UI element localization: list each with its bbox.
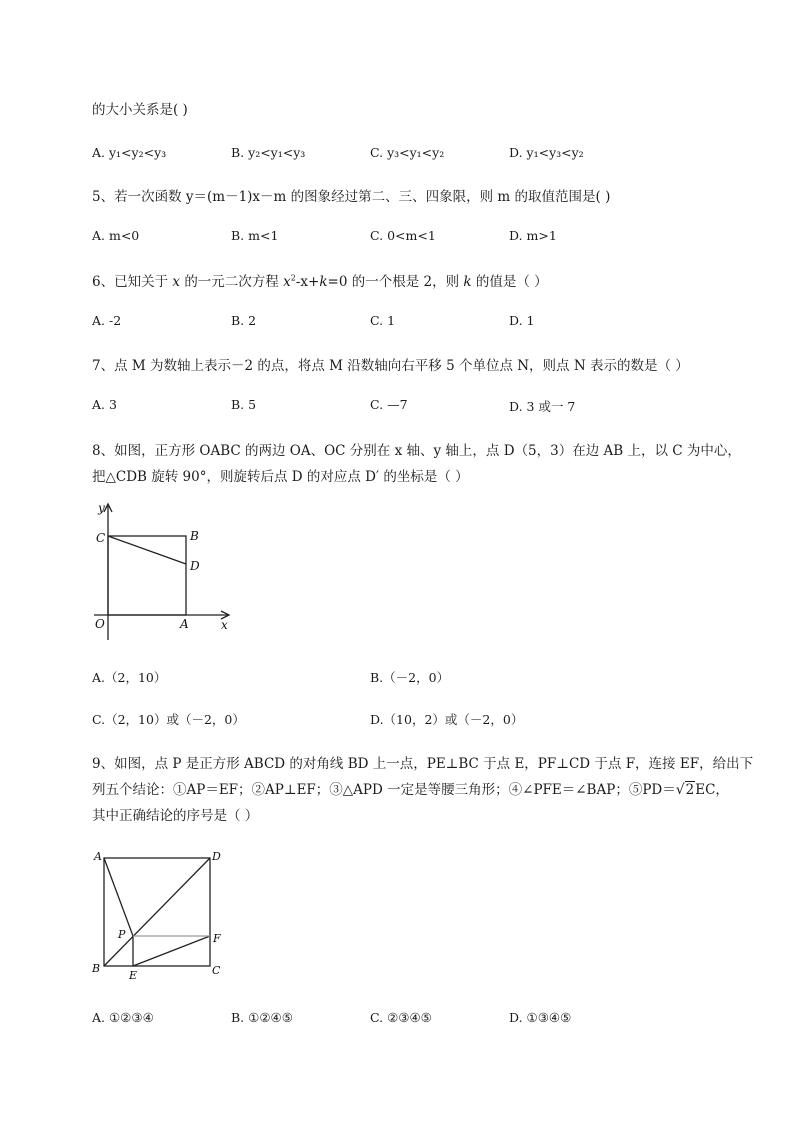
q5-option-a[interactable]: A. m<0 (92, 228, 140, 243)
q8-figure (88, 498, 248, 648)
q6-eq-x: x (283, 274, 291, 290)
q7-option-d[interactable]: D. 3 或一 7 (509, 399, 576, 414)
q9-stem-line1: 9、如图，点 P 是正方形 ABCD 的对角线 BD 上一点，PE⊥BC 于点 E，PF⊥CD 于点 F，连接 EF，给出下 (92, 756, 754, 772)
q8-label-o: O (95, 617, 105, 631)
q9-option-c[interactable]: C. ②③④⑤ (370, 1010, 432, 1025)
q6-stem-part-c: 的值是（ ） (475, 274, 548, 290)
q6-option-d[interactable]: D. 1 (509, 313, 535, 328)
q9-stem-line2-b: EC， (695, 782, 729, 798)
q9-option-d[interactable]: D. ①③④⑤ (509, 1010, 572, 1025)
q5-option-c[interactable]: C. 0<m<1 (370, 228, 436, 243)
q6-stem-part-a: 6、已知关于 (92, 274, 169, 290)
q5-stem: 5、若一次函数 y＝(m－1)x－m 的图象经过第二、三、四象限，则 m 的取值范围是( ) (92, 189, 611, 205)
q6-stem (92, 270, 548, 290)
q6-option-b[interactable]: B. 2 (231, 313, 257, 328)
q6-stem-part-b: 的一元二次方程 (184, 274, 279, 290)
q9-label-b: B (92, 962, 101, 975)
q8-option-d[interactable]: D.（10，2）或（－2，0） (370, 712, 524, 727)
q4-option-c[interactable]: C. y₃<y₁<y₂ (370, 145, 445, 160)
q6-eq-mid: -x+ (295, 274, 320, 290)
q6-var-k: k (463, 274, 472, 290)
q4-option-a[interactable]: A. y₁<y₂<y₃ (92, 145, 167, 160)
q9-label-p: P (118, 928, 126, 941)
q5-option-d[interactable]: D. m>1 (509, 228, 557, 243)
q7-option-b[interactable]: B. 5 (231, 397, 257, 412)
q9-stem-line2 (92, 778, 729, 798)
q8-stem-line2: 把△CDB 旋转 90°，则旋转后点 D 的对应点 D′ 的坐标是（ ） (92, 469, 469, 485)
q4-option-d[interactable]: D. y₁<y₃<y₂ (509, 145, 584, 160)
q7-stem: 7、点 M 为数轴上表示－2 的点，将点 M 沿数轴向右平移 5 个单位点 N，则点 N 表示的数是（ ） (92, 358, 689, 374)
q8-option-b[interactable]: B.（－2，0） (370, 670, 450, 685)
q8-label-x: x (221, 618, 228, 632)
q9-sqrt-value: 2 (685, 782, 695, 798)
q6-eq-exponent: 2 (290, 273, 296, 283)
q5-option-b[interactable]: B. m<1 (231, 228, 279, 243)
q9-segment-ef (133, 936, 210, 966)
q8-option-c[interactable]: C.（2，10）或（－2，0） (92, 712, 245, 727)
q9-label-f: F (213, 932, 221, 945)
q6-option-c[interactable]: C. 1 (370, 313, 396, 328)
q8-stem-line1: 8、如图，正方形 OABC 的两边 OA、OC 分别在 x 轴、y 轴上，点 D（5，3）在边 AB 上，以 C 为中心， (92, 443, 741, 459)
q9-diagonal-bd (104, 858, 210, 966)
q9-label-e: E (129, 969, 138, 982)
q8-label-c: C (96, 531, 106, 545)
q9-label-d: D (212, 850, 221, 863)
q9-segment-ap (104, 858, 133, 936)
q9-label-a: A (94, 850, 102, 863)
q8-square-oabc (108, 536, 186, 615)
q8-label-d: D (190, 559, 200, 573)
q9-stem-line3: 其中正确结论的序号是（ ） (92, 808, 259, 824)
q7-option-c[interactable]: C. —7 (370, 397, 408, 412)
q6-var-x: x (172, 274, 181, 290)
q8-label-y: y (98, 501, 105, 515)
q8-segment-cd (108, 536, 186, 564)
q8-label-b: B (190, 529, 199, 543)
q9-sqrt-sign: √ (675, 782, 685, 798)
q8-option-a[interactable]: A.（2，10） (92, 670, 167, 685)
q6-option-a[interactable]: A. -2 (92, 313, 122, 328)
q9-stem-line2-a: 列五个结论：①AP＝EF；②AP⊥EF；③△APD 一定是等腰三角形；④∠PFE＝∠BAP；⑤PD＝ (92, 782, 676, 798)
q6-eq-k: k (319, 274, 328, 290)
q9-figure (88, 846, 238, 984)
q4-stem-tail: 的大小关系是( ) (92, 102, 188, 118)
q9-option-a[interactable]: A. ①②③④ (92, 1010, 154, 1025)
q7-option-a[interactable]: A. 3 (92, 397, 117, 412)
q6-eq-end: =0 的一个根是 2，则 (327, 274, 460, 290)
q9-option-b[interactable]: B. ①②④⑤ (231, 1010, 293, 1025)
q8-label-a: A (180, 617, 189, 631)
q9-label-c: C (212, 964, 221, 977)
q4-option-b[interactable]: B. y₂<y₁<y₃ (231, 145, 306, 160)
